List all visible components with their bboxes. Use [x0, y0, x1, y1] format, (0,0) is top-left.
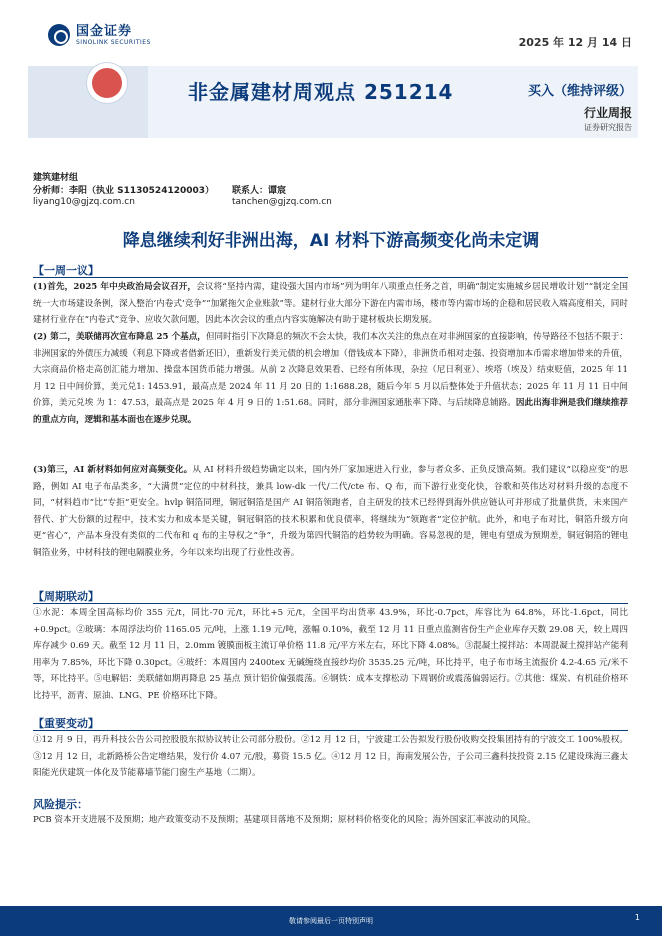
- paragraph-1: [33, 279, 628, 329]
- paragraph-3-body: 从 AI 材料升级趋势确定以来，国内外厂家加速进入行业，参与者众多、正负反馈高频。我们建议“以稳应变”的思路，例如 AI 电子布品类多，“大满贯”定位的中材科技，兼具 low-dk 一代/二代/cte 布、Q 布，而下游行业变化快，谷歌和英伟达对材料升级的态度不同，“材料趋市”比“专拒”更安全。hvlp 铜箔同理，铜冠铜箔是国产 AI 铜箔领跑者，自主研发的技术已经得到海外供应链认可并形成了批量供货，未来国产替代、扩大份额的过程中，技术实力和成本是关键，铜冠铜箔的技术积累和优良债率，将继续为“领跑者”定位护航。此外，和电子布对比，铜箔升级方向更“省心”，产品本身没有类似的二代布和 q 布的主导权之“争”，升级为第四代铜箔的趋势较为明确。容易忽视的是，锂电有望成为预期差，铜冠铜箔的锂电铜箔业务，中材科技的锂电隔膜业务，今年以来均出现了行业性改善。: [33, 465, 628, 558]
- section-divider: [33, 730, 628, 731]
- paragraph-6: PCB 资本开支进展不及预期；地产政策变动不及预期；基建项目落地不及预期；原材料价格变化的风险；海外国家汇率波动的风险。: [33, 815, 536, 825]
- footer-disclaimer[interactable]: 敬请参阅最后一页特别声明: [289, 917, 373, 925]
- logo-cn: 国金证券: [76, 23, 133, 39]
- sector-label: 建筑建材组: [33, 173, 79, 183]
- paragraph-2-lead: (2) 第二，美联储再次宣布降息 25 个基点，: [33, 332, 206, 342]
- section-risk-heading: 风险提示：: [33, 798, 88, 811]
- section-news-heading: 【重要变动】: [33, 717, 99, 730]
- section-divider: [33, 603, 628, 604]
- paragraph-3-lead: (3)第三，AI 新材料如何应对高频变化。: [33, 465, 193, 475]
- page-number: 1: [634, 913, 640, 922]
- paragraph-4: ①水泥：本周全国高标均价 355 元/t，同比-70 元/t，环比+5 元/t，全国平均出货率 43.9%，环比-0.7pct，库容比为 64.8%，环比-1.6pct，同比+0.9pct。②玻璃：本周浮法均价 1165.05 元/吨，上涨 1.19 元/吨，涨幅 0.10%，截至 12 月 11 日重点监测省份生产企业库存天数 29.08 天，较上周四库存减少 0.69 天。截至 12 月 11 日，2.0mm 镀膜面板主流订单价格 11.8 元/平方米左右，环比下降 4.08%。③混凝土搅拌站：本周混凝土搅拌站产能利用率为 7.85%，环比下降 0.30pct。④玻纤：本周国内 2400tex 无碱缠绕直接纱均价 3535.25 元/吨，环比持平，电子布市场主流报价 4.2-4.65 元/米不等，环比持平。⑤电解铝：美联储如期再降息 25 基点 预计铝价偏强震荡。⑥钢铁：成本支撑松动 下周钢价或震荡偏弱运行。⑦其他：煤炭、有机硅价格环比持平，沥青、原油、LNG、PE 价格环比下降。: [33, 608, 628, 701]
- contact-name: 联系人：谭宸: [232, 186, 287, 196]
- analyst-name: 分析师：李阳（执业 S1130524120003）: [33, 186, 215, 196]
- paragraph-1-lead: (1)首先，2025 年中央政治局会议召开，: [33, 282, 197, 292]
- report-title: 非金属建材周观点 251214: [188, 80, 454, 104]
- logo-en: SINOLINK SECURITIES: [76, 38, 151, 46]
- contact-email[interactable]: tanchen@gjzq.com.cn: [232, 197, 332, 207]
- report-subtitle: 证券研究报告: [584, 123, 632, 132]
- paragraph-2: [33, 329, 628, 429]
- paragraph-1-body: 会议将“坚持内需，建设强大国内市场”列为明年八项重点任务之首，明确“制定实施城乡居民增收计划”“制定全国统一大市场建设条例，深入整治‘内卷式’竞争”“加紧拖欠企业账款”等。建材行业大部分下游在内需市场，楼市等内需市场的企稳和居民收入端高度相关，同时建材行业存在“内卷式”竞争、应收欠款问题，因此本次会议的重点内容实施解决有助于建材板块长期发展。: [33, 282, 628, 326]
- paragraph-3: [33, 462, 628, 562]
- seal-inner: [92, 68, 122, 98]
- report-type: 行业周报: [583, 106, 632, 120]
- logo-icon: [48, 24, 70, 46]
- section-weekly-heading: 【一周一议】: [33, 264, 99, 277]
- main-title: 降息继续利好非洲出海，AI 材料下游高频变化尚未定调: [122, 231, 540, 251]
- paragraph-5: ①12 月 9 日，再升科技公告公司控股股东拟协议转让公司部分股份。②12 月 12 日，宁波建工公告拟发行股份收购交投集团持有的宁波交工 100%股权。③12 月 12 日，北新路桥公告定增结果，发行价 4.07 元/股，募资 15.5 亿。④12 月 12 日，海南发展公告，子公司三鑫科技投资 2.15 亿建设珠海三鑫太阳能光伏建筑一体化及节能幕墙节能门窗生产基地（二期）。: [33, 735, 628, 779]
- paragraph-2-tail: 因此出海非洲是我们继续推荐的重点方向，逻辑和基本面也在逐步兑现。: [33, 398, 628, 425]
- top-strip: [0, 0, 662, 22]
- rating: 买入（维持评级）: [528, 84, 633, 99]
- company-logo: [48, 24, 151, 46]
- paragraph-2-body: 但同时指引下次降息的频次不会太快，我们本次关注的焦点在对非洲国家的直接影响，传导路径不包括不限于：非洲国家的外债压力减缓（利息下降或者借新还旧），重新发行美元债的机会增加（借钱成本下降），非洲货币相对走强、投资增加本币需求增加带来的升值，大宗商品价格走高创汇能力增加、操盘本国货币能力增强。从前 2 次降息效果看、已经有所体现，杂拉（尼日利亚）、埃塔（埃及）结束贬值，2025 年 11 月 12 日中间价算，美元兑1: 1453.91，最高点是 2024 年 11 月 20 日的 1:1688.28，随后今年 5 月以后整体处于升值状态；2025 年 11 月 11 日中间价算，美元兑埃 为 1：47.53，最高点是 2025 年 4 月 9 日的 1:51.68。同时，部分非洲国家通胀率下降、与后续降息铺路。: [33, 332, 628, 409]
- section-data-heading: 【周期联动】: [33, 590, 99, 603]
- section-divider: [33, 277, 628, 278]
- seal-icon: [86, 62, 128, 104]
- report-date: 2025 年 12 月 14 日: [518, 36, 632, 49]
- analyst-email[interactable]: liyang10@gjzq.com.cn: [33, 197, 135, 207]
